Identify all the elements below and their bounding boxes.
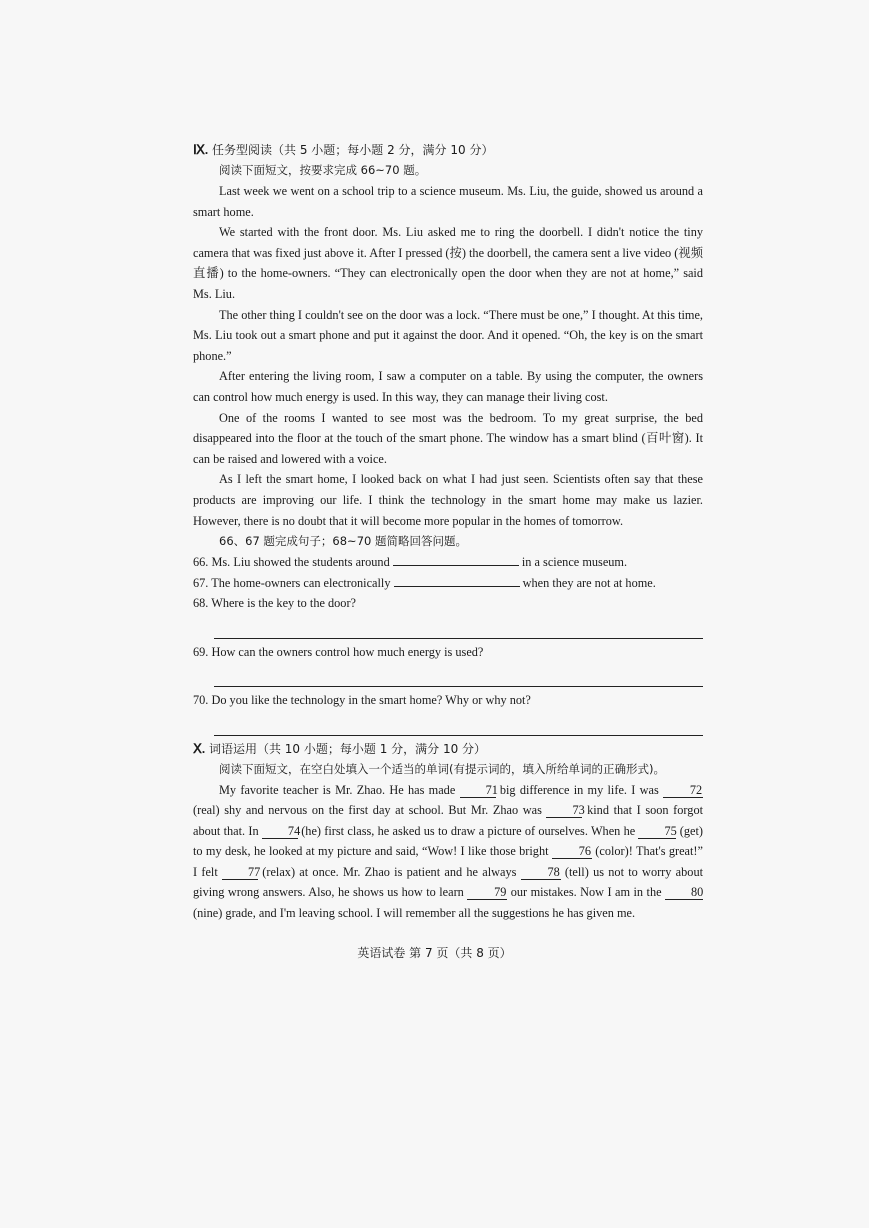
cloze-paragraph [193,780,703,923]
cloze-text: (get) to my desk, he looked at my picture and said, “Wow! I like those bright [193,823,703,859]
cloze-blank-77[interactable]: 77 [222,865,258,880]
cloze-blank-78[interactable]: 78 [521,865,561,880]
exam-page [193,140,703,923]
question-69: 69. How can the owners control how much energy is used? [193,644,484,659]
question-67-text: 67. The home-owners can electronically [193,575,391,590]
cloze-text: big difference in my life. I was [499,783,659,798]
section-9-heading [193,140,703,160]
cloze-blank-75[interactable]: 75 [638,824,676,839]
passage-paragraph-2: We started with the front door. Ms. Liu asked me to ring the doorbell. I didn't notice the tiny camera that was fixed just above it. After I pressed (按) the doorbell, the camera sent a live video (视频直播) to the home-owners. “They can electronically open the door when they are not at home,” said Ms. Liu. [193,225,703,301]
passage-paragraph-6: As I left the smart home, I looked back on what I had just seen. Scientists often say that these products are improving our life. I think the technology in the smart home may make us lazier. However, there is no doubt that it will become more popular in the homes of tomorrow. [193,472,703,528]
question-66-text-after: in a science museum. [521,555,628,570]
passage-paragraph-3: The other thing I couldn't see on the door was a lock. “There must be one,” I thought. At this time, Ms. Liu took out a smart phone and put it against the door. And it opened. “Oh, the key is on the smart phone.” [193,307,703,363]
page-footer: 英语试卷 第 7 页（共 8 页） [357,946,512,960]
cloze-text: My favorite teacher is Mr. Zhao. He has made [219,783,456,798]
cloze-blank-76[interactable]: 76 [552,844,592,859]
cloze-blank-72[interactable]: 72 [663,783,703,798]
answer-line-70[interactable] [214,711,703,736]
section-10-heading [193,739,703,759]
question-67 [193,573,703,594]
cloze-blank-73[interactable]: 73 [546,803,582,818]
section-9-instruction: 阅读下面短文，按要求完成 66~70 题。 [219,163,427,177]
task-instruction: 66、67 题完成句子；68~70 题简略回答问题。 [219,534,467,549]
section-10-instruction: 阅读下面短文，在空白处填入一个适当的单词(有提示词的，填入所给单词的正确形式)。 [219,762,665,777]
question-68: 68. Where is the key to the door? [193,596,356,611]
question-70: 70. Do you like the technology in the smart home? Why or why not? [193,693,531,708]
cloze-text: our mistakes. Now I am in the [510,885,662,900]
cloze-passage [193,780,703,923]
section-10-number: Ⅹ. [193,741,206,757]
cloze-blank-71[interactable]: 71 [460,783,496,798]
passage-paragraph-1: Last week we went on a school trip to a science museum. Ms. Liu, the guide, showed us around a smart home. [193,184,703,219]
cloze-text: (nine) grade, and I'm leaving school. I will remember all the suggestions he has given me. [193,905,636,920]
section-9-title: 任务型阅读（共 5 小题；每小题 2 分，满分 10 分） [212,143,494,157]
cloze-text: kind that I soon forgot about that. In [193,803,704,838]
cloze-text: (relax) at once. Mr. Zhao is patient and he always [262,864,517,879]
cloze-text: (he) first class, he asked us to draw a picture of ourselves. When he [301,823,636,838]
passage-paragraph-5: One of the rooms I wanted to see most was the bedroom. To my great surprise, the bed disappeared into the floor at the touch of the smart phone. The window has a smart blind (百叶窗). It can be raised and lowered with a voice. [193,410,703,466]
passage-paragraph-4: After entering the living room, I saw a computer on a table. By using the computer, the owners can control how much energy is used. In this way, they can manage their living cost. [193,369,703,404]
answer-line-69[interactable] [214,662,703,687]
answer-line-68[interactable] [214,614,703,639]
cloze-blank-80[interactable]: 80 [665,885,703,900]
question-66-blank[interactable] [393,553,519,566]
cloze-text: (real) shy and nervous on the first day at school. But Mr. Zhao was [193,803,542,818]
cloze-text: (tell) us not to worry about giving wrong answers. Also, he shows us how to learn [193,864,704,900]
cloze-blank-79[interactable]: 79 [467,885,507,900]
question-67-text-after: when they are not at home. [522,575,656,590]
section-9-number: Ⅸ. [193,142,209,157]
cloze-text: (color)! That's great!” I felt [193,844,703,879]
section-10-title: 词语运用（共 10 小题；每小题 1 分，满分 10 分） [208,742,487,757]
question-66 [193,552,703,573]
question-66-text: 66. Ms. Liu showed the students around [193,555,390,570]
question-67-blank[interactable] [394,574,520,587]
cloze-blank-74[interactable]: 74 [262,824,298,839]
